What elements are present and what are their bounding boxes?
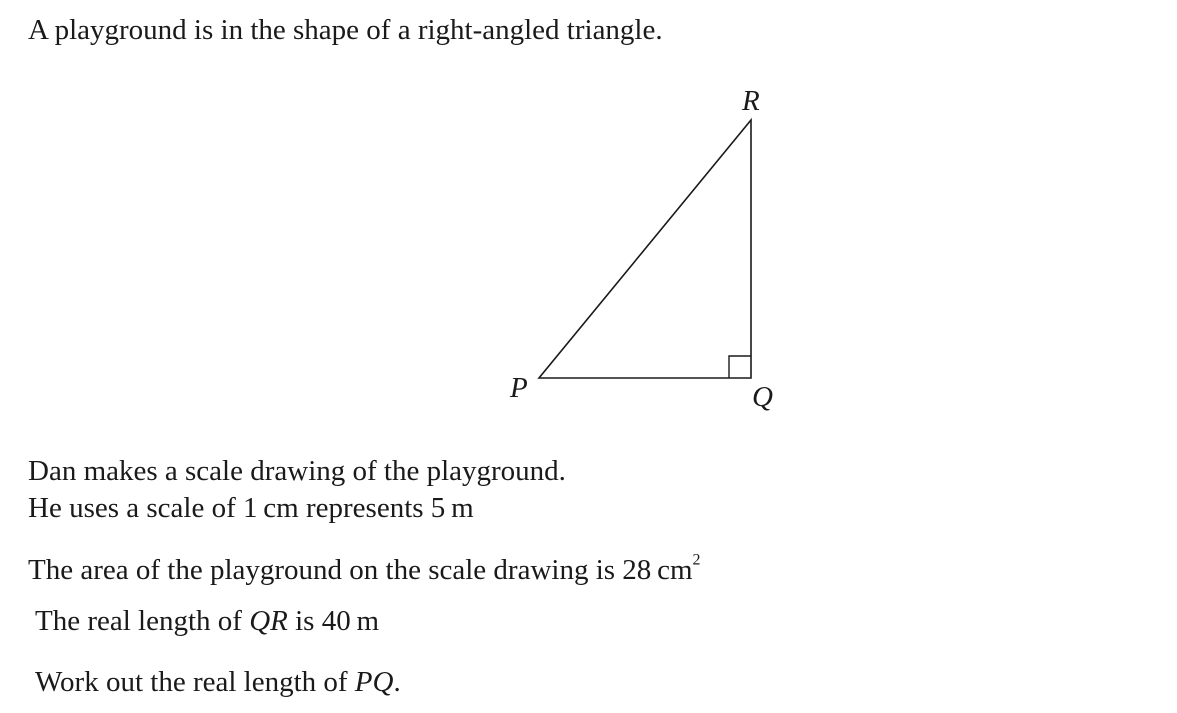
task-prefix: Work out the real length of (35, 666, 355, 698)
vertex-label-q: Q (752, 381, 773, 413)
triangle-pqr (539, 120, 751, 378)
qr-statement (35, 605, 379, 638)
task-statement (35, 666, 401, 699)
qr-variable: QR (249, 605, 288, 637)
vertex-label-p: P (510, 372, 528, 404)
qr-prefix: The real length of (35, 605, 250, 637)
vertex-label-r: R (742, 85, 760, 117)
task-suffix: . (393, 666, 401, 698)
area-statement (28, 551, 701, 587)
area-exponent: 2 (692, 551, 701, 569)
scale-line-1: Dan makes a scale drawing of the playground. (28, 455, 566, 487)
area-text: The area of the playground on the scale drawing is 28 cm (28, 554, 693, 586)
intro-text: A playground is in the shape of a right-angled triangle. (28, 14, 663, 46)
scale-line-2: He uses a scale of 1 cm represents 5 m (28, 492, 474, 524)
task-variable: PQ (354, 666, 394, 698)
right-angle-marker (729, 356, 751, 378)
qr-suffix: is 40 m (287, 605, 380, 637)
